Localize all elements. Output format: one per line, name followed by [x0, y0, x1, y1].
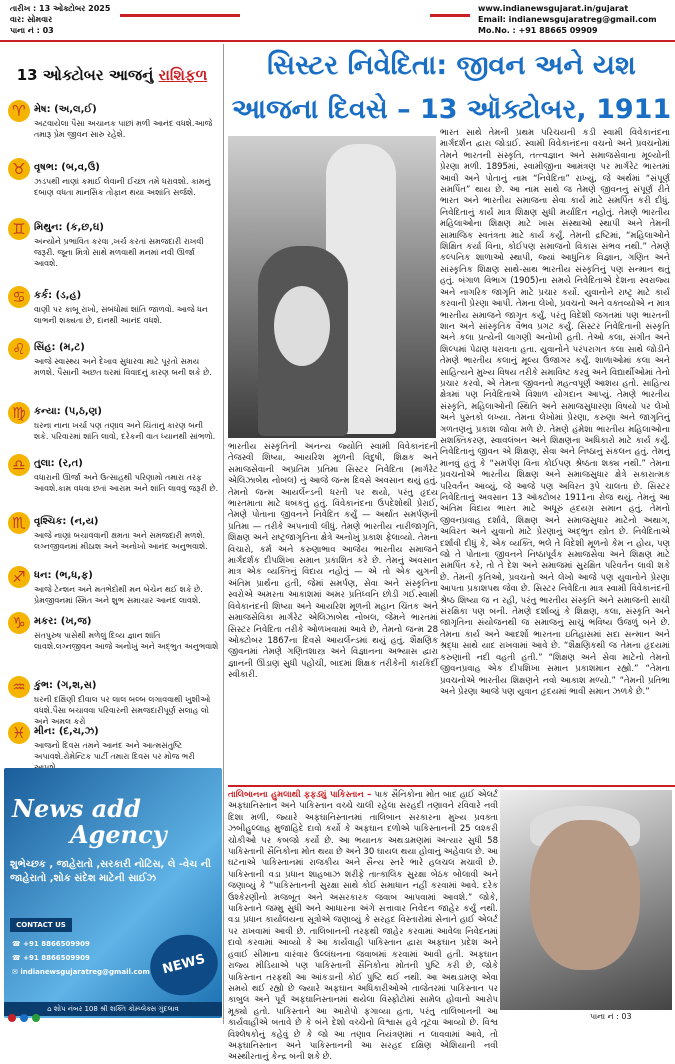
- sagittarius-icon: ♐: [8, 566, 30, 588]
- article-column-bottom: ભારતીય સંસ્કૃતિની અનન્ય જ્યોતિ સ્વામી વિવેકાનંદની તેજસ્વી શિષ્યા, આયરિશ મૂળની વિદુષી, શિક્ષક અને સમાજસેવાની અપ્રતિમ પ્રતિમા સિસ્ટર નિવેદિતા (માર્ગરેટ એલિઝાબેથ નોબલ) નું આજે જન્મ દિવસે અવસાન થયું હતું. તેમનો જન્મ આયર્લેન્ડની ધરતી પર થયો, પરંતુ હૃદય ભારતમાતા માટે ધબકતું હતું. વિવેકાનંદના ઉપદેશોથી પ્રેરાઈ, તેમણે પોતાના જીવનને નિવેદિત કર્યું — અર્થાત સમર્પણની પ્રતિમા — તરીકે અપનાવી લીધું. તેમણે ભારતીય નારીજાગૃતિ, શિક્ષણ અને રાષ્ટ્રજાગૃતિના ક્ષેત્રે અનોખું પ્રકાશ ફેલાવ્યો. તેમના વિચારો, કર્મ અને કરુણાભાવ આજેય ભારતીય સમાજને માર્ગદર્શક દીપશિખા સમાન પ્રકાશિત કરે છે. તેમનું અવસાન માત્ર એક વ્યક્તિનું વિદાય નહોતું — એ તો એક યુગની અંતિમ પ્રાર્થના હતી, જેમાં સમર્પણ, સેવા અને સંસ્કૃતિના સ્વરોએ અમરતા આકાશમાં અમર પ્રતિધ્વનિ છોડી ગઈ.સ્વામી વિવેકાનંદની શિષ્યા અને આયરિશ મૂળની મહાન ચિંતક અને સમાજસેવિકા માર્ગરેટ એલિઝાબેથ નોબલ, જેમને ભારતમાં સિસ્ટર નિવેદિતા તરીકે ઓળખવામાં આવે છે, તેમનો જન્મ 28 ઓક્ટોબર 1867ના દિવસે આયર્લેન્ડમાં થયું હતું. શૈક્ષણિક જીવનમાં તેમણે ગણિતશાસ્ત્ર અને વિજ્ઞાનના અભ્યાસ દ્વારા જ્ઞાનની ઊંડાણ સુધી પહોંચી, બાદમાં શિક્ષક તરીકેની કારકિર્દી સ્વીકારી.: [228, 442, 438, 681]
- ad-title-line2: Agency: [70, 820, 167, 849]
- header-mobile: Mo.No. : +91 88665 09909: [478, 26, 598, 35]
- aries-icon: ♈: [8, 100, 30, 122]
- article-photo: [228, 136, 436, 438]
- ad-title-line1: News add: [12, 794, 141, 823]
- footer-dot-red: [8, 1014, 16, 1022]
- rasi-title: [0, 66, 224, 84]
- rasi-text: આજનો દિવસ તમને આનંદ અને આત્મસંતુષ્ટિ અપાવશે.રોમેન્ટિક પાર્ટી તમારા દિવસ પર મોજ ભરી: [34, 741, 195, 761]
- header-website[interactable]: www.indianewsgujarat.in/gujarat: [478, 4, 629, 13]
- rasi-text: સંતપુરુષ પાસેથી મળેલું દિવ્ય જ્ઞાન શાંતિ લાવશે.લગ્નજીવન આજે અનોખું અને અદ્ભુત અનુભવાશે: [34, 631, 219, 651]
- leo-icon: ♌: [8, 338, 30, 360]
- news-badge: NEWS: [143, 927, 224, 1003]
- rasi-name: મીન: (દ,ચ,ઝ): [34, 726, 99, 737]
- rasi-name: સિંહ: (મ,ટ): [34, 342, 85, 353]
- rasi-text: અન્યોને પ્રભાવિત કરવા ,ખર્ચ કરતાં સમજદારી રાખવી જરૂરી. જૂના મિત્રો સાથે મળવાથી મનમાં નવી ઊર્જા આવશે.: [34, 237, 204, 268]
- footer-dot-green: [32, 1014, 40, 1022]
- rasi-text: વધારાની ઊર્જા અને ઉત્સાહથી પરિણામો તમારા તરફ આવશે.કામ વધવા છતાં આરામ અને શાંતિ લાવવું જરૂરી છે.: [34, 473, 219, 493]
- virgo-icon: ♍: [8, 402, 30, 424]
- rasi-name: તુલા: (ર,ત): [34, 458, 83, 469]
- rasi-text: ઝડપથી નાણાં કમાઈ લેવાની ઈચ્છા તમે ધરાવશો. કામનું દબાણ વધતા માનસિક તોફાન થયા અશાંતિ સર્જશે.: [34, 177, 211, 197]
- rasi-text: અટવાયેલા પૈસા અચાનક પાછાં મળી આનંદ વધશે.આજે તમારૂ પ્રેમ જીવન સારુ રહેશે.: [34, 119, 213, 139]
- rasi-name: કુંભ: (ગ,શ,સ): [34, 680, 97, 691]
- rasi-name: મકર: (ખ,જ): [34, 616, 92, 627]
- scorpio-icon: ♏: [8, 512, 30, 534]
- ad-address: ⌂ શોપ નંબર 108 શ્રી શક્તિ કોમ્પ્લેક્સ ગુંદલાવ: [4, 1002, 222, 1016]
- rasi-name: ધન: (ભ,ધ,ફ): [34, 570, 93, 581]
- capricorn-icon: ♑: [8, 612, 30, 634]
- section-divider: [228, 785, 675, 787]
- news-story-pakistan: [228, 790, 498, 1063]
- libra-icon: ♎: [8, 454, 30, 476]
- pisces-icon: ♓: [8, 722, 30, 744]
- footer-page-number: પાના નં : 03: [590, 1012, 632, 1021]
- footer-dot-blue: [20, 1014, 28, 1022]
- header-day: વાર: સોમવાર: [10, 15, 53, 24]
- header-meta-right: [478, 3, 657, 36]
- ad-description: શુભેચ્છક , જાહેરાતો ,સરકારી નોટિસ, લે -વેચ ની જાહેરાતો ,શોક સંદેશ માટેની સાઈઝ: [10, 859, 212, 884]
- rasi-text: વાણી પર કાબૂ રાખો, સંબંધોમાં શાંતિ જાળવો. આજે ધન લાભની શક્યતા છે, દાનથી આનંદ વધશે.: [34, 305, 208, 325]
- rasi-title-accent: રાશિફળ: [158, 66, 208, 84]
- header-divider-left: [120, 14, 240, 17]
- header-meta-left: [10, 3, 110, 36]
- aquarius-icon: ♒: [8, 676, 30, 698]
- header-page: પાના નં : 03: [10, 26, 54, 35]
- header-email[interactable]: Email: indianewsgujaratreg@gmail.com: [478, 15, 657, 24]
- rasi-text: આજે ટેન્શન અને મતભેદોથી મન બેચેન થઈ શકે છે. પ્રેમજીવનમાં સ્મિત અને શુભ સમાચાર આનંદ લાવશે.: [34, 585, 203, 605]
- rasi-text: આજે નાણાં બચાવવાની ક્ષમતા અને સમજદારી મળશે. લગ્નજીવનમાં મીઠાશ અને અનોખો આનંદ અનુભવાશે.: [34, 531, 208, 551]
- cancer-icon: ♋: [8, 286, 30, 308]
- ad-contact-label: CONTACT US: [10, 918, 72, 932]
- rasi-title-main: 13 ઓક્ટોબર આજનું: [16, 66, 154, 84]
- photo-figure-beard: [274, 286, 330, 366]
- rasi-name: કર્ક: (ડ,હ): [34, 290, 82, 301]
- rasi-name: કન્યા: (પ,ઠ,ણ): [34, 406, 102, 417]
- rasi-text: આજે સ્વાસ્થ્ય અને દેખાવ સુધારવા માટે પૂરતો સમય મળશે. પૈસાની અછત ઘરમાં વિવાદનું કારણ બની શકે છે.: [34, 357, 212, 377]
- rasi-name: મેષ: (અ,લ,ઈ): [34, 104, 97, 115]
- news2-body: પાક સૈનિકોના મોત બાદ હાઈ એલર્ટ અફઘાનિસ્તાન અને પાકિસ્તાન વચ્ચે ચાલી રહેલા સરહદી તણાવને રવિવારે નવી દિશા મળી, જ્યારે અફઘાનિસ્તાનમાં તાલિબાન સરકારના મુખ્ય પ્રવક્તા ઝબીહુલ્લાહ મુજાહિદે દાવો કર્યો કે અફઘાન દળોએ પાકિસ્તાનની 25 લશ્કરી ચોકીઓ પર કબજો કર્યો છે. આ ભયાનક અથડામણમાં અત્યાર સુધી 58 પાકિસ્તાની સૈનિકોના મોત થયા છે અને 30 ઘાયલ થયા હોવાનું અહેવાલ છે. આ ઘટનાએ પાકિસ્તાનમાં રાજકીય અને સૈન્ય સ્તરે ભારે હલચલ મચાવી છે. પાકિસ્તાની વડા પ્રધાન શાહબાઝ શરીફે તાત્કાલિક સુરક્ષા બેઠક બોલાવી અને જણાવ્યું કે “પાકિસ્તાનની સુરક્ષા સાથે કોઈ સમાધાન નહીં કરવામાં આવે. દરેક ઉશ્કેરણીનો મજબૂત અને અસરકારક જવાબ આપવામાં આવશે.” જોકે, પાકિસ્તાને જમ્મુ સુધી અને આધારના અંગે સત્તાવાર નિવેદન જાહેર કર્યું નથી. વડા પ્રધાન કાર્યાલયના સૂત્રોએ જણાવ્યું કે સરહદ વિસ્તારોમાં સેનાને હાઈ એલર્ટ પર રાખવામાં આવી છે. તાલિબાનની તરફથી જાહેર કરવામાં આવેલા નિવેદનમાં દાવો કરવામાં આવ્યો કે આ કાર્યવાહી પાકિસ્તાન દ્વારા અફઘાન પ્રદેશ અને હવાઈ સીમાના વારંવાર ઉલ્લંઘનના જવાબમાં કરવામાં આવી હતી. અફઘાન રાજ્ય મીડિયાએ પણ પાકિસ્તાની સૈનિકોના મોતની પુષ્ટિ કરી છે, જોકે પાકિસ્તાન તરફથી આ આંકડાની કોઈ પુષ્ટિ થઈ નથી. આ અથડામણ એવા સમયે થઈ રહ્યો છે જ્યારે અફઘાન અધિકારીઓએ તાજેતરમાં પાકિસ્તાન પર કાબુલ અને પૂર્વ અફઘાનિસ્તાનમાં થયેલા વિસ્ફોટોમાં સામેલ હોવાનો આરોપ મૂક્યો હતો. પાકિસ્તાને આ આરોપો ફગાવ્યા હતા, પરંતુ તાલિબાનની આ કાર્યવાહીએ બતાવે છે કે બંને દેશો વચ્ચેનો વિશ્વાસ હવે તૂટવા આવ્યો છે. વિશ્વ વિશ્લેષકોનું કહેવું છે કે જો આ તણાવ નિયંત્રણમાં ન લાવવામાં આવે, તો અફઘાનિસ્તાન અને પાકિસ્તાનની આ સરહદ દક્ષિણ એશિયાની નવી અસ્થીરતાનું કેન્દ્ર બની શકે છે.: [228, 790, 498, 1063]
- page-header: [0, 0, 675, 42]
- rasi-text: ઘરના નાના ખર્ચા પણ તણાવ અને ચિંતાનું કારણ બની શકે. પરિવારમાં શાંતિ લાવો, દરેકની વાત ધ્યાનથી સાંભળો.: [34, 421, 216, 441]
- ad-phone-2[interactable]: ☎ +91 8866509909: [12, 954, 90, 962]
- news2-headline: તાલિબાનના હુમલાથી ફફડ્યું પાકિસ્તાન –: [228, 790, 372, 800]
- header-date: તારીખ : 13 ઓક્ટોબર 2025: [10, 4, 111, 13]
- article-title: સિસ્ટર નિવેદિતા: જીવન અને યશ આજના દિવસે – 13 ઑક્ટોબર, 1911: [231, 50, 672, 125]
- article-column-right: ભારત સાથે તેમની પ્રથમ પરિચયની કડી સ્વામી વિવેકાનંદના માર્ગદર્શન દ્વારા જોડાઈ. સ્વામી વિવેકાનંદના વચનો અને પ્રવચનોમાં તેમને ભારતની સંસ્કૃતિ, તત્ત્વજ્ઞાન અને સમાજસેવાના મૂલ્યોની પ્રેરણા મળી. 1895માં, સ્વામીજીના આમંત્રણ પર માર્ગરેટ ભારતમાં આવી અને પોતાનું નામ “નિવેદિતા” રાખ્યું, જે અર્થમાં “સંપૂર્ણ સમર્પિત” થાય છે. આ નામ સાથે જ તેમણે જીવનનું સંપૂર્ણ રીતે ભારત અને ભારતીય સમાજના સેવા કાર્ય માટે સમર્પિત કરી દીધું. નિવેદિતાનું કાર્ય માત્ર શિક્ષણ સુધી મર્યાદિત નહોતું. તેમણે ભારતીય મહિલાઓના શિક્ષણ માટે ખાસ સંસ્થાઓ સ્થાપી અને તેમની સામાજિક સ્વતંત્રતા માટે કાર્ય કર્યું. તેમની દ્રષ્ટિમાં, “મહિલાઓને શિક્ષિત કર્યા વિના, કોઈપણ સમાજનો વિકાસ સંભવ નથી.” તેમણે કલ્પનિક શાળાઓ સ્થાપી, જ્યાં આધુનિક વિજ્ઞાન, ગણિત અને સાંસ્કૃતિક શિક્ષણ સાથે-સાથ ભારતીય સંસ્કૃતિનું પણ સન્માન થતું હતું. બંગાળ વિભાગ (1905)ના સમયે નિવેદિતાએ દેશના સ્વરાજ્ય અને નાગરિક જાગૃતિ માટે પ્રચાર કર્યો. યુવાનોને રાષ્ટ્ર માટે કાર્ય કરવાની પ્રેરણા આપી. તેમના લેખો, પ્રવચનો અને વક્તવ્યોએ ન માત્ર ભારતીય સમાજને જાગૃત કર્યું, પરંતુ વિદેશી જગતમાં પણ ભારતની શાન અને સાંસ્કૃતિક વૈભવ પ્રગટ કર્યું. સિસ્ટર નિવેદિતાની સંસ્કૃતિ અને કલા પ્રત્યેની લાગણી અનોખી હતી. તેઓ કલા, સંગીત અને શિલ્પમાં પેઢાણ ધરાવતા હતા. યુવાનોને પરંપરાગત કલા સાથે જોડીને તેમણે ભારતીય કલાનું મૂલ્ય ઉજાગર કર્યું. શાળાઓમાં કલા અને સાહિત્યને મુખ્ય વિષય તરીકે સમાવિષ્ટ કરવું અને વિદ્યાર્થીઓમાં તેનો પ્રચાર કરવો, એ તેમના જીવનનો મહત્વપૂર્ણ આશય હતો. સાહિત્ય ક્ષેત્રમાં પણ નિવેદિતાએ વિશાળ યોગદાન આપ્યું. તેમણે ભારતીય સંસ્કૃતિ, મહિલાઓની સ્થિતિ અને સમાજસુધારણા વિષયો પર લેખો અને પુસ્તકો લખ્યા. તેમના લેખોમાં પ્રેરણા, કરુણા અને જાગૃતિનું ગળતણનું પ્રકાશ જોવા મળે છે. તેમણે હંમેશા ભારતીય મહિલાઓના સશક્તિકરણ, સ્વાવલંબન અને શિક્ષણના અધિકારો માટે કાર્ય કર્યું. નિવેદિતાનું જીવન એ શિક્ષણ, સેવા અને નિષ્ઠાનું સંકલન હતું. તેમનું માનવું હતું કે “સમર્પણ વિના કોઈપણ શ્રેષ્ઠતા શક્ય નથી.” તેમના પ્રવચનોએ ભારતીય શિક્ષણ અને સમાજસુધાર ક્ષેત્રે સકારાત્મક પરિવર્તન આવ્યું, જે આજે પણ અવિરત રૂપે ચાલતા છે. સિસ્ટર નિવેદિતાનું અવસાન 13 ઑક્ટોબર 1911ના રોજ થયું. તેમનું આ અંતિમ વિદાય ભારત માટે અધૂરું હ્રદયગ્ર સમાન હતું. તેમનો જીવનપ્રવાહ દર્શાવે, શિક્ષણ અને સમાજસુધાર માટેનો અથાગ, અવિરત અને યુવાનો માટે પ્રેરણાનું અદ્ભુત સ્ત્રોત છે. નિવેદિતાએ દર્શાવી દીધું કે, એક વ્યક્તિ, ભલે તે વિદેશી મૂળનો કેમ ન હોય, પણ જો તે પોતાના જીવનને નિષ્ઠાપૂર્વક સમાજસેવા અને શિક્ષણ માટે સમર્પિત કરે, તો તે દેશ અને સમાજમાં સુરક્ષિત પરિવર્તન લાવી શકે છે. તેમની કૃતિઓ, પ્રવચનો અને લેખો આજે પણ યુવાનોને પ્રેરણા આપતા પ્રકાશપથ જેવા છે. સિસ્ટર નિવેદિતા માત્ર સ્વામી વિવેકાનંદની શ્રેષ્ઠ શિષ્યા જ ન રહી, પરંતુ ભારતીય સંસ્કૃતિ અને સમાજની સાચી સંરક્ષિકા પણ બની. તેમણે દર્શાવ્યું કે શિક્ષણ, કલા, સંસ્કૃતિ અને જાગૃતિના સંયોજનથી જ સમાજનું સાચું ભવિષ્ય ઉજળું બને છે. તેમના કાર્ય અને આદર્શો ભારતના ઇતિહાસમાં સદા સન્માન અને શ્રદ્ધા સાથે યાદ રાખવામાં આવે છે. “શૈક્ષણિકથી જ તેમના હૃદયમાં કરુણાની નદી વહતી હતી.” “શિક્ષણ અને સેવા માટેનો તેમનો જીવનપ્રવાહ એક દીપશિખા સમાન પ્રકાશમાન રહ્યો.” “તેમના પ્રવચનોએ ભારતીય શિક્ષણને નવો આકાશ મળ્યો.” “તેમની પ્રતિભા અને પ્રેરણા આજે પણ યુવાન હૃદયમાં ભાવી સમાન ઝળકે છે.”: [440, 128, 670, 697]
- news2-photo: [500, 790, 672, 1010]
- rasi-name: વૃશ્ચિક: (ન,ય): [34, 516, 99, 527]
- rasi-name: વૃષભ: (બ,વ,ઉ): [34, 162, 100, 173]
- ad-email[interactable]: ✉ indianewsgujaratreg@gmail.com: [12, 968, 150, 976]
- taurus-icon: ♉: [8, 158, 30, 180]
- news2-photo-face: [530, 820, 640, 970]
- ad-phone-1[interactable]: ☎ +91 8866509909: [12, 940, 90, 948]
- header-divider-right: [430, 14, 470, 17]
- gemini-icon: ♊: [8, 218, 30, 240]
- rasi-name: મિથુન: (ક,છ,ઘ): [34, 222, 104, 233]
- rasi-text: ઘરની દક્ષિણી દીવાલ પર લાલ બલ્બ લગાવવાથી ખુશીઓ વધશે.પૈસા બચાવવા પરિવારની સમજદારીપૂર્ણ સલાહ લો અને અમલ કરો: [34, 695, 211, 726]
